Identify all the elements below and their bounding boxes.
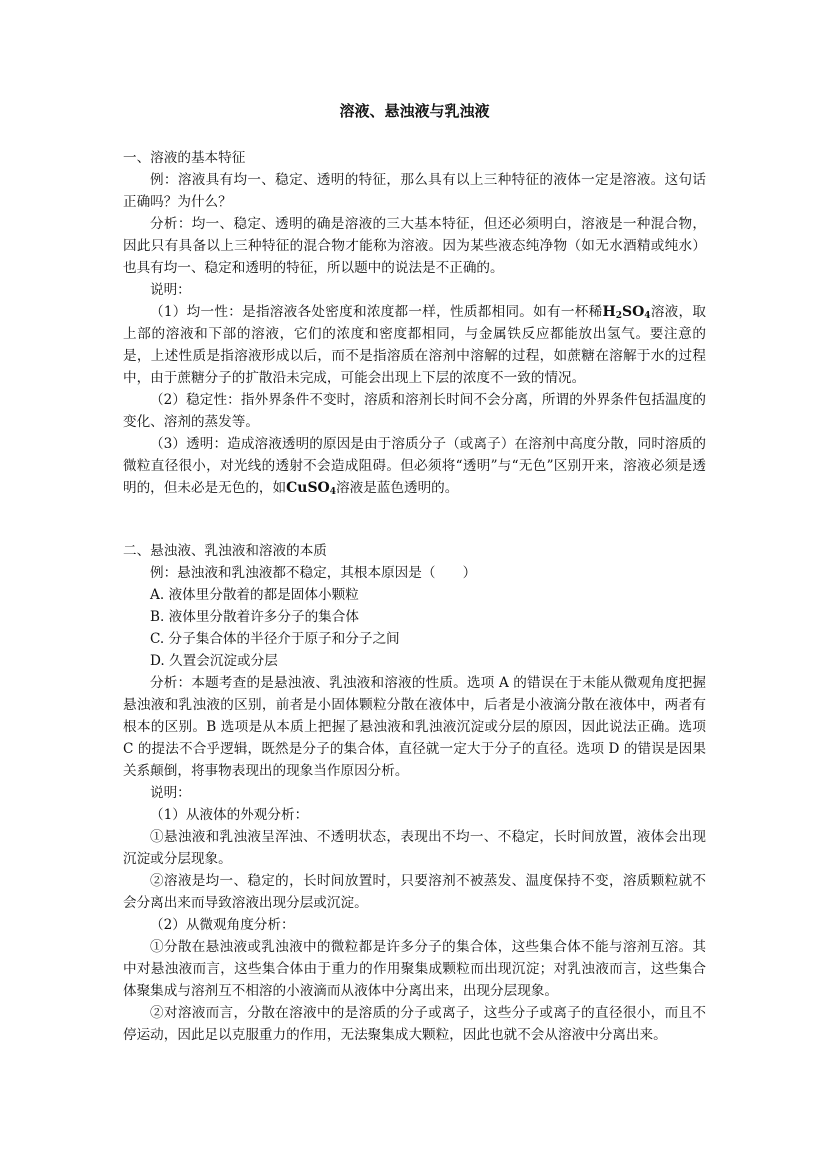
subheading-appearance: （1）从液体的外观分析： xyxy=(150,807,309,823)
document-body xyxy=(123,100,706,1046)
section1-point-1 xyxy=(123,301,706,389)
option-b: B. 液体里分散着许多分子的集合体 xyxy=(150,609,359,625)
appearance-point-1: ①悬浊液和乳浊液呈浑浊、不透明状态，表现出不均一、不稳定，长时间放置，液体会出现沉淀或分层现象。 xyxy=(123,829,706,867)
option-c: C. 分子集合体的半径介于原子和分子之间 xyxy=(150,631,400,647)
subheading-micro: （2）从微观角度分析： xyxy=(150,917,295,933)
section1-point-3 xyxy=(123,433,706,499)
point-1-text-before: （1）均一性：是指溶液各处密度和浓度都一样，性质都相同。如有一杯稀 xyxy=(150,304,603,320)
formula-h2so4: $H_2SO_4$ xyxy=(602,304,651,321)
section2-note-label: 说明： xyxy=(150,785,191,801)
section2-example: 例：悬浊液和乳浊液都不稳定，其根本原因是（ ） xyxy=(150,565,477,581)
micro-point-1: ①分散在悬浊液或乳浊液中的微粒都是许多分子的集合体，这些集合体不能与溶剂互溶。其中对悬浊液而言，这些集合体由于重力的作用聚集成颗粒而出现沉淀；对乳浊液而言，这些集合体聚集成与溶剂互不相溶的小液滴而从液体中分离出来，出现分层现象。 xyxy=(123,939,706,999)
section-gap xyxy=(123,499,706,540)
section1-note-label: 说明： xyxy=(150,282,191,298)
point-3-text-before: （3）透明：造成溶液透明的原因是由于溶质分子（或离子）在溶剂中高度分散，同时溶质的微粒直径很小，对光线的透射不会造成阻碍。但必须将“透明”与“无色”区别开来，溶液必须是透明的，但未必是无色的，如 xyxy=(123,436,706,496)
section1-point-2: （2）稳定性：指外界条件不变时，溶质和溶剂长时间不会分离，所谓的外界条件包括温度的变化、溶剂的蒸发等。 xyxy=(123,392,706,430)
option-a: A. 液体里分散着的都是固体小颗粒 xyxy=(150,587,359,603)
section1-heading: 一、溶液的基本特征 xyxy=(123,150,246,166)
micro-point-2: ②对溶液而言，分散在溶液中的是溶质的分子或离子，这些分子或离子的直径很小，而且不停运动，因此足以克服重力的作用，无法聚集成大颗粒，因此也就不会从溶液中分离出来。 xyxy=(123,1005,706,1043)
point-1-text-after: 溶液，取上部的溶液和下部的溶液，它们的浓度和密度都相同，与金属铁反应都能放出氢气。要注意的是，上述性质是指溶液形成以后，而不是指溶质在溶剂中溶解的过程，如蔗糖在溶解于水的过程中，由于蔗糖分子的扩散沿未完成，可能会出现上下层的浓度不一致的情况。 xyxy=(123,304,706,386)
point-3-text-after: 溶液是蓝色透明的。 xyxy=(336,480,459,496)
formula-cuso4: CuSO$_4$ xyxy=(286,480,337,497)
document-title: 溶液、悬浊液与乳浊液 xyxy=(339,102,490,120)
section2-analysis: 分析：本题考查的是悬浊液、乳浊液和溶液的性质。选项 A 的错误在于未能从微观角度把握悬浊液和乳浊液的区别，前者是小固体颗粒分散在液体中，后者是小液滴分散在液体中，两者有根本的区别。B 选项是从本质上把握了悬浊液和乳浊液沉淀或分层的原因，因此说法正确。选项 C 的提法不合乎逻辑，既然是分子的集合体，直径就一定大于分子的直径。选项 D 的错误是因果关系颠倒，将事物表现出的现象当作原因分析。 xyxy=(123,675,706,779)
section2-heading: 二、悬浊液、乳浊液和溶液的本质 xyxy=(123,543,327,559)
section1-example: 例：溶液具有均一、稳定、透明的特征，那么具有以上三种特征的液体一定是溶液。这句话正确吗？为什么？ xyxy=(123,172,706,210)
section1-analysis: 分析：均一、稳定、透明的确是溶液的三大基本特征，但还必须明白，溶液是一种混合物，因此只有具备以上三种特征的混合物才能称为溶液。因为某些液态纯净物（如无水酒精或纯水）也具有均一、稳定和透明的特征，所以题中的说法是不正确的。 xyxy=(123,216,706,276)
option-d: D. 久置会沉淀或分层 xyxy=(150,653,278,669)
appearance-point-2: ②溶液是均一、稳定的，长时间放置时，只要溶剂不被蒸发、温度保持不变，溶质颗粒就不会分离出来而导致溶液出现分层或沉淀。 xyxy=(123,873,706,911)
